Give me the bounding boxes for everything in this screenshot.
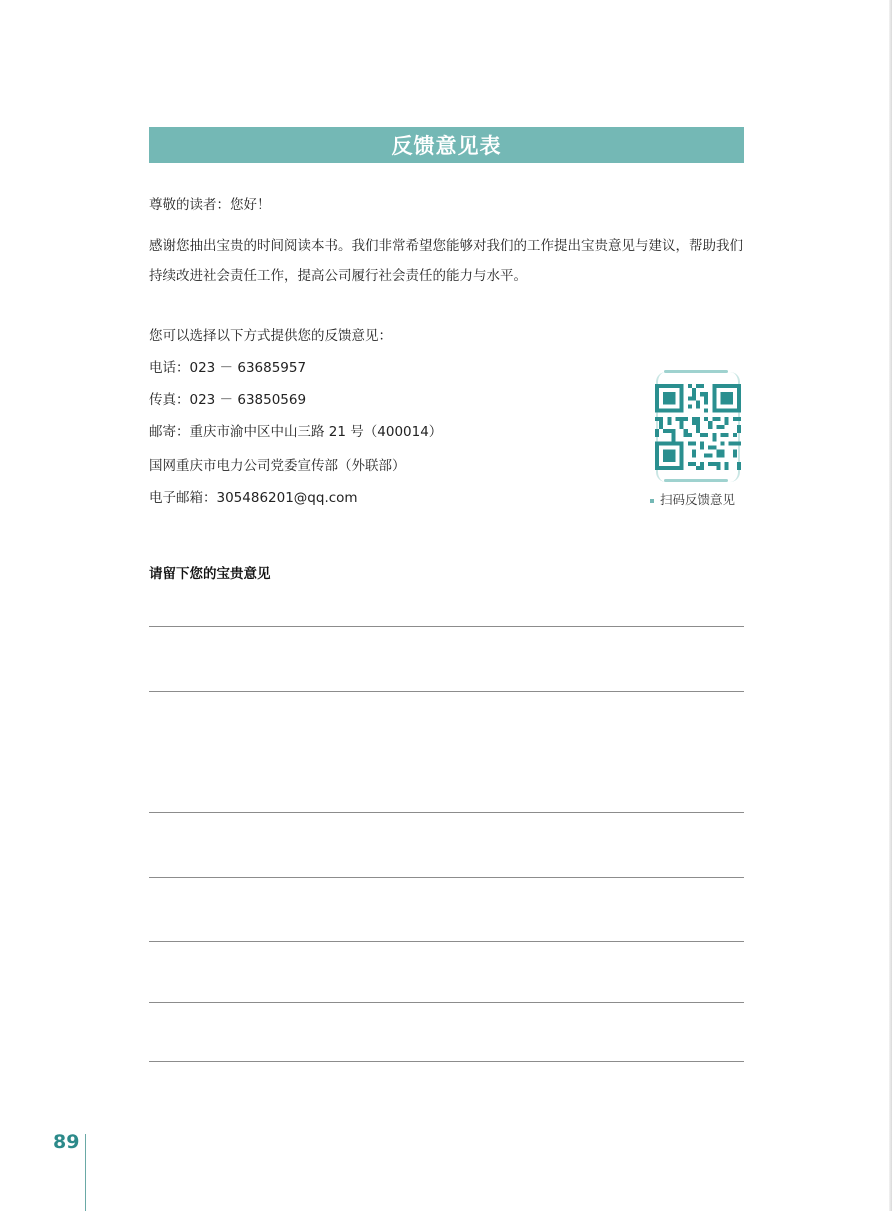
intro-paragraph: 感谢您抽出宝贵的时间阅读本书。我们非常希望您能够对我们的工作提出宝贵意见与建议，帮助我们持续改进社会责任工作，提高公司履行社会责任的能力与水平。 — [149, 238, 743, 284]
bullet-icon — [650, 499, 654, 503]
comment-line[interactable] — [149, 691, 744, 692]
page-number: 89 — [53, 1131, 80, 1153]
comment-line[interactable] — [149, 1061, 744, 1062]
contact-phone: 电话：023 － 63685957 — [149, 360, 307, 376]
comments-title: 请留下您的宝贵意见 — [149, 566, 271, 582]
page-title-text: 反馈意见表 — [391, 134, 502, 158]
comment-line[interactable] — [149, 877, 744, 878]
qr-caption-text: 扫码反馈意见 — [660, 492, 736, 507]
contact-intro: 您可以选择以下方式提供您的反馈意见： — [149, 328, 392, 344]
comment-line[interactable] — [149, 1002, 744, 1003]
page-title — [149, 127, 744, 163]
contact-fax: 传真：023 － 63850569 — [149, 392, 307, 408]
contact-email: 电子邮箱：305486201@qq.com — [149, 490, 358, 506]
comment-line[interactable] — [149, 941, 744, 942]
greeting: 尊敬的读者：您好！ — [149, 197, 271, 213]
contact-mail-address: 邮寄：重庆市渝中区中山三路 21 号（400014） — [149, 424, 443, 440]
comment-line[interactable] — [149, 812, 744, 813]
qr-code-frame — [650, 370, 746, 484]
comment-line[interactable] — [149, 626, 744, 627]
contact-department: 国网重庆市电力公司党委宣传部（外联部） — [149, 458, 406, 474]
page-number-divider — [85, 1134, 86, 1211]
qr-caption — [650, 490, 735, 508]
qr-code-icon — [655, 384, 741, 470]
